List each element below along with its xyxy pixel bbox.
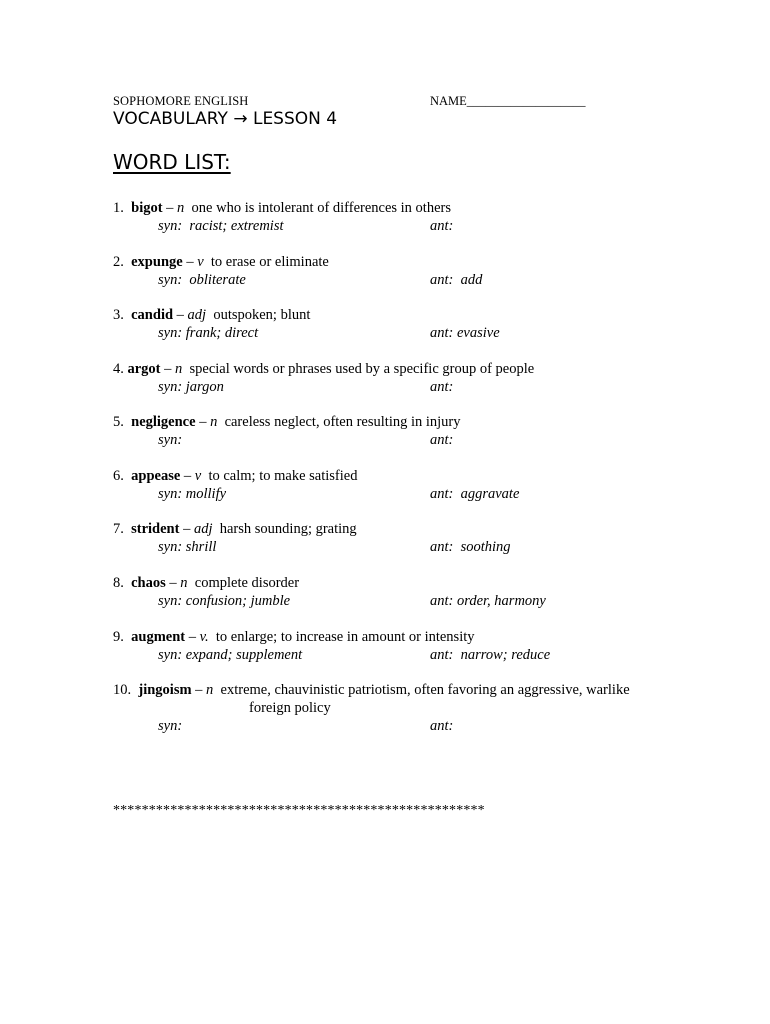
vocab-entry <box>113 574 733 610</box>
entry-syn-ant-line <box>113 431 733 449</box>
entry-word: augment <box>131 629 186 645</box>
entry-definition: complete disorder <box>194 575 300 591</box>
course-label: SOPHOMORE ENGLISH <box>113 94 249 108</box>
entry-antonyms: ant: <box>430 379 454 395</box>
entry-part-of-speech: n <box>177 200 185 216</box>
entry-syn-ant-line <box>113 217 733 235</box>
entry-definition-continued: foreign policy <box>249 700 331 716</box>
entry-definition-line <box>113 681 733 699</box>
entry-part-of-speech: adj <box>193 521 213 537</box>
entry-definition-line <box>113 413 733 431</box>
entry-definition: special words or phrases used by a specific group of people <box>189 361 535 377</box>
entry-number: 10. <box>113 682 132 698</box>
entry-number: 7. <box>113 521 124 537</box>
vocab-entry <box>113 253 733 289</box>
entry-definition-line <box>113 520 733 538</box>
entry-number: 8. <box>113 575 124 591</box>
entry-definition-line <box>113 628 733 646</box>
entry-antonyms: ant: <box>430 218 454 234</box>
entry-definition: careless neglect, often resulting in injury <box>224 414 461 430</box>
entry-antonyms: ant: aggravate <box>430 486 520 502</box>
entry-number: 4. <box>113 361 124 377</box>
vocab-entry <box>113 681 733 735</box>
entry-word: candid <box>131 307 174 323</box>
entry-syn-ant-line <box>113 717 733 735</box>
vocab-entry <box>113 360 733 396</box>
entry-antonyms: ant: soothing <box>430 539 511 555</box>
entry-word: negligence <box>131 414 196 430</box>
entry-number: 2. <box>113 254 124 270</box>
entry-dash: – <box>188 629 196 645</box>
entry-syn-ant-line <box>113 646 733 664</box>
lesson-title: VOCABULARY → LESSON 4 <box>113 109 338 129</box>
entry-word: chaos <box>131 575 166 591</box>
entry-definition-line <box>113 574 733 592</box>
vocab-entry <box>113 628 733 664</box>
entry-syn-ant-line <box>113 271 733 289</box>
word-list-heading: WORD LIST: <box>113 150 231 174</box>
vocab-entry <box>113 199 733 235</box>
entry-part-of-speech: adj <box>187 307 207 323</box>
entry-dash: – <box>166 200 174 216</box>
entry-dash: – <box>183 521 191 537</box>
entry-synonyms: syn: expand; supplement <box>158 647 303 663</box>
entry-part-of-speech: n <box>210 414 218 430</box>
entry-definition: to enlarge; to increase in amount or intensity <box>215 629 475 645</box>
vocab-entry <box>113 520 733 556</box>
entry-definition: to erase or eliminate <box>210 254 329 270</box>
entry-dash: – <box>199 414 207 430</box>
entry-word: expunge <box>131 254 183 270</box>
entry-definition: to calm; to make satisfied <box>208 468 358 484</box>
entry-word: strident <box>131 521 180 537</box>
entry-syn-ant-line <box>113 485 733 503</box>
entry-dash: – <box>183 468 192 484</box>
entry-dash: – <box>186 254 194 270</box>
entry-number: 9. <box>113 629 124 645</box>
entry-part-of-speech: n <box>206 682 214 698</box>
entry-definition-line <box>113 306 733 324</box>
entry-definition: extreme, chauvinistic patriotism, often favoring an aggressive, warlike <box>220 682 630 698</box>
entry-word: bigot <box>131 200 163 216</box>
entry-number: 1. <box>113 200 124 216</box>
entry-antonyms: ant: <box>430 432 454 448</box>
entry-syn-ant-line <box>113 324 733 342</box>
entry-dash: – <box>169 575 177 591</box>
entry-word: appease <box>131 468 181 484</box>
entry-dash: – <box>176 307 184 323</box>
entry-part-of-speech: v <box>194 468 202 484</box>
entry-synonyms: syn: racist; extremist <box>158 218 284 234</box>
entry-part-of-speech: v. <box>199 629 209 645</box>
entry-word: argot <box>127 361 161 377</box>
entry-dash: – <box>195 682 203 698</box>
vocab-entry <box>113 467 733 503</box>
entry-syn-ant-line <box>113 538 733 556</box>
entry-definition-line <box>113 253 733 271</box>
entry-definition-line <box>113 199 733 217</box>
entry-definition-line <box>113 360 733 378</box>
entry-synonyms: syn: confusion; jumble <box>158 593 291 609</box>
entry-antonyms: ant: narrow; reduce <box>430 647 551 663</box>
entry-word: jingoism <box>138 682 192 698</box>
entry-part-of-speech: n <box>180 575 188 591</box>
entry-syn-ant-line <box>113 592 733 610</box>
entry-part-of-speech: n <box>175 361 183 377</box>
entry-synonyms: syn: obliterate <box>158 272 246 288</box>
entry-definition: outspoken; blunt <box>213 307 311 323</box>
entry-definition-line <box>113 467 733 485</box>
name-field: NAME___________________ <box>430 94 586 108</box>
entry-antonyms: ant: order, harmony <box>430 593 546 609</box>
entry-synonyms: syn: mollify <box>158 486 227 502</box>
entry-dash: – <box>164 361 172 377</box>
entry-antonyms: ant: evasive <box>430 325 500 341</box>
entry-syn-ant-line <box>113 378 733 396</box>
entry-part-of-speech: v <box>197 254 204 270</box>
entry-definition: one who is intolerant of differences in others <box>191 200 451 216</box>
entry-synonyms: syn: <box>158 432 183 448</box>
entry-number: 6. <box>113 468 124 484</box>
divider-stars: **************************************************** <box>113 803 485 818</box>
vocab-entry <box>113 413 733 449</box>
entry-synonyms: syn: <box>158 718 183 734</box>
entry-antonyms: ant: add <box>430 272 483 288</box>
entry-number: 5. <box>113 414 124 430</box>
entry-number: 3. <box>113 307 124 323</box>
entry-synonyms: syn: jargon <box>158 379 224 395</box>
entry-definition: harsh sounding; grating <box>219 521 357 537</box>
entry-synonyms: syn: shrill <box>158 539 217 555</box>
vocab-entry <box>113 306 733 342</box>
entry-antonyms: ant: <box>430 718 454 734</box>
entry-synonyms: syn: frank; direct <box>158 325 259 341</box>
